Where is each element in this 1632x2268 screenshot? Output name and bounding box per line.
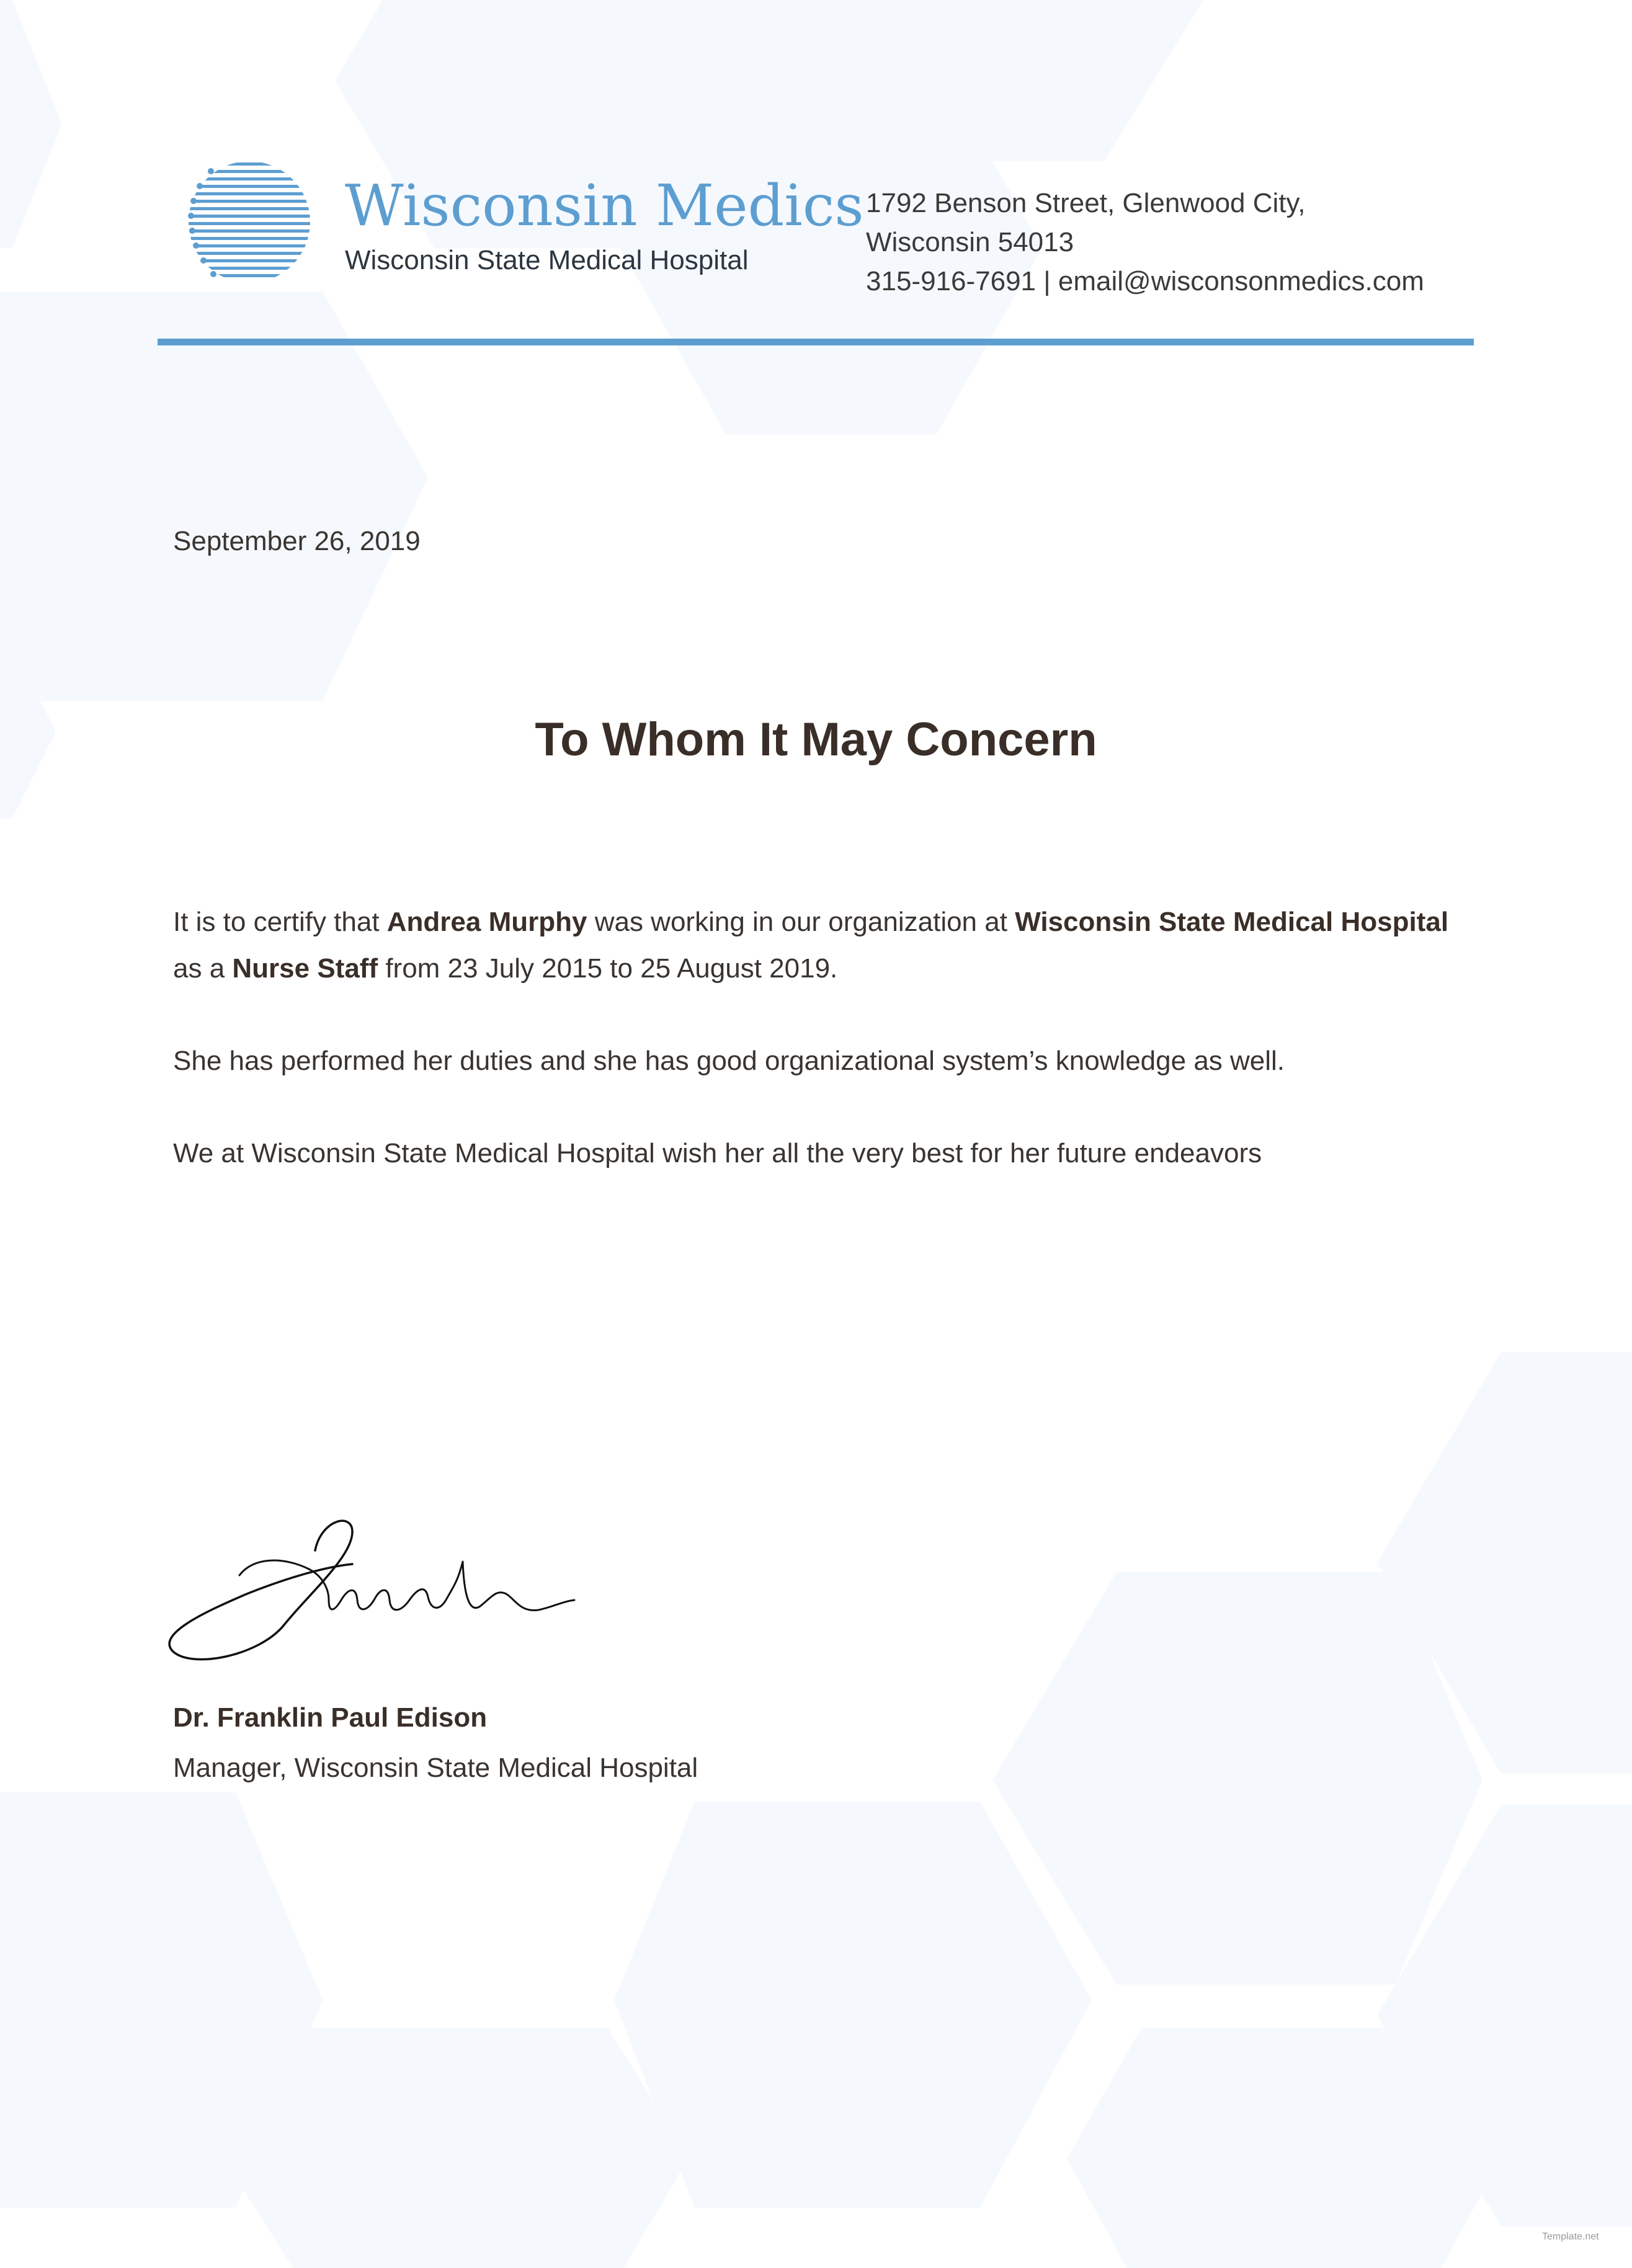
phone-email-line: 315-916-7691 | email@wisconsonmedics.com xyxy=(866,266,1424,296)
letter-body xyxy=(173,899,1463,1222)
hexagon xyxy=(992,1572,1483,1985)
hexagon xyxy=(223,2028,689,2268)
contact-block xyxy=(866,184,1424,301)
letter-date: September 26, 2019 xyxy=(173,526,421,556)
address-line-2: Wisconsin 54013 xyxy=(866,227,1074,257)
hexagon xyxy=(0,291,428,701)
brand-name: Wisconsin Medics xyxy=(345,172,864,239)
position-title: Nurse Staff xyxy=(232,953,378,984)
letter-title: To Whom It May Concern xyxy=(535,713,1097,766)
certification-paragraph: It is to certify that Andrea Murphy was working in our organization at Wisconsin State Medical Hospital as a Nurse Staff from 23 July 2015 to 25 August 2019. xyxy=(173,907,1449,984)
hexagon xyxy=(0,0,62,248)
hexagon xyxy=(732,0,1203,161)
watermark: Template.net xyxy=(1542,2231,1599,2242)
hexagon xyxy=(1067,2028,1501,2268)
header-divider xyxy=(158,339,1474,345)
organization-name: Wisconsin State Medical Hospital xyxy=(1015,907,1449,937)
closing-paragraph: We at Wisconsin State Medical Hospital wish her all the very best for her future endeavors xyxy=(173,1138,1262,1168)
handwritten-signature-icon xyxy=(166,1507,576,1668)
signer-title: Manager, Wisconsin State Medical Hospital xyxy=(173,1753,698,1783)
performance-paragraph: She has performed her duties and she has good organizational system’s knowledge as well. xyxy=(173,1046,1285,1076)
address-line-1: 1792 Benson Street, Glenwood City, xyxy=(866,188,1306,218)
signer-name: Dr. Franklin Paul Edison xyxy=(173,1702,488,1733)
employee-name: Andrea Murphy xyxy=(386,907,587,937)
hexagon xyxy=(614,1802,1092,2208)
striped-circle-logo-icon xyxy=(181,154,318,290)
brand-subtitle: Wisconsin State Medical Hospital xyxy=(345,245,749,275)
